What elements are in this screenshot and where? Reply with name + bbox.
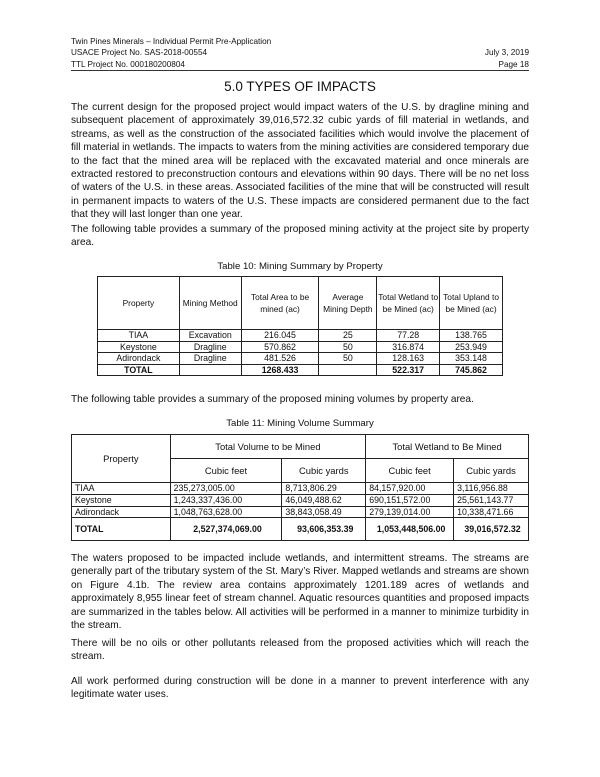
table-cell: 39,016,572.32 xyxy=(454,518,529,541)
table-cell: 522.317 xyxy=(377,364,440,376)
column-group-header: Total Volume to be Mined xyxy=(170,435,366,459)
header-date: July 3, 2019 xyxy=(484,48,529,57)
table-cell: 138.765 xyxy=(440,330,503,342)
table-total-row xyxy=(98,364,503,376)
paragraph-waters-impacted: The waters proposed to be impacted include wetlands, and intermittent streams. The streams are generally part of the tributary system of the St. Mary’s River. Mapped wetlands and streams are shown on Figure 4.1b. The review area contains approximately 1201.189 acres of wetlands and approximately 8,955 linear feet of stream channel. Aquatic resources quantities and proposed impacts are summarized in the tables below. All activities will be performed in a manner to minimize turbidity in the stream. xyxy=(71,553,529,632)
table11-caption: Table 11: Mining Volume Summary xyxy=(226,418,374,429)
table-cell: 745.862 xyxy=(440,364,503,376)
column-header: Total Upland to be Mined (ac) xyxy=(440,277,503,330)
table-cell: 128.163 xyxy=(377,353,440,365)
paragraph-no-pollutants: There will be no oils or other pollutants released from the proposed activities which will reach the stream. xyxy=(71,638,529,663)
table-cell: Adirondack xyxy=(98,353,180,365)
table-cell: TOTAL xyxy=(72,518,171,541)
column-header: Cubic yards xyxy=(282,459,366,483)
section-title: 5.0 TYPES OF IMPACTS xyxy=(224,79,376,94)
table-cell: 10,338,471.66 xyxy=(454,506,529,518)
table-cell: 279,139,014.00 xyxy=(366,506,454,518)
column-header: Cubic feet xyxy=(366,459,454,483)
table-cell: 50 xyxy=(319,353,377,365)
mining-summary-table xyxy=(97,276,503,376)
table-row xyxy=(72,506,529,518)
table-cell: 216.045 xyxy=(241,330,319,342)
table-cell: TIAA xyxy=(98,330,180,342)
header-page-number: Page 18 xyxy=(498,60,529,69)
column-header: Property xyxy=(72,435,171,483)
table-header-row xyxy=(98,277,503,330)
table-cell: 481.526 xyxy=(241,353,319,365)
column-header: Cubic feet xyxy=(170,459,282,483)
column-header: Total Wetland to be Mined (ac) xyxy=(377,277,440,330)
table10-caption: Table 10: Mining Summary by Property xyxy=(217,261,383,272)
table-cell: Keystone xyxy=(72,494,171,506)
table-cell: 253.949 xyxy=(440,341,503,353)
paragraph-table11-intro: The following table provides a summary of the proposed mining volumes by property area. xyxy=(71,394,474,405)
paragraph-water-uses: All work performed during construction will be done in a manner to prevent interference with any legitimate water uses. xyxy=(71,676,529,701)
header-usace-number: USACE Project No. SAS-2018-00554 xyxy=(71,48,208,57)
table-cell: 50 xyxy=(319,341,377,353)
table-cell: 316.874 xyxy=(377,341,440,353)
table-row xyxy=(72,483,529,495)
table-cell: Adirondack xyxy=(72,506,171,518)
paragraph-table10-intro: The following table provides a summary of the proposed mining activity at the project site by property area. xyxy=(71,224,529,249)
table-row xyxy=(98,330,503,342)
table-cell: 25 xyxy=(319,330,377,342)
table-cell: 8,713,806.29 xyxy=(282,483,366,495)
table-cell: Dragline xyxy=(179,353,241,365)
table-cell: 690,151,572.00 xyxy=(366,494,454,506)
table-cell: 1,053,448,506.00 xyxy=(366,518,454,541)
table-cell: 77.28 xyxy=(377,330,440,342)
mining-volume-table xyxy=(71,434,529,541)
table-row xyxy=(72,494,529,506)
table-cell: 353.148 xyxy=(440,353,503,365)
table-row xyxy=(98,353,503,365)
header-ttl-number: TTL Project No. 000180200804 xyxy=(71,60,185,69)
table-cell: TIAA xyxy=(72,483,171,495)
table-cell: 1,243,337,436.00 xyxy=(170,494,282,506)
table-cell: TOTAL xyxy=(98,364,180,376)
table-cell: 38,843,058.49 xyxy=(282,506,366,518)
paragraph-impacts-intro: The current design for the proposed project would impact waters of the U.S. by dragline mining and subsequent placement of approximately 39,016,572.32 cubic yards of fill material in wetlands, and streams, as well as the construction of the associated facilities which would involve the placement of fill material in wetlands. The impacts to waters from the mining activities are considered temporary due to the fact that the mined area will be replaced with the excavated material and once minerals are extracted restored to preconstruction contours and elevations within 90 days. There will be no net loss of waters of the U.S. in these areas. Associated facilities of the mine that will be constructed will result in permanent impacts to waters of the U.S. These impacts are considered permanent due to the fact that they will last longer than one year. xyxy=(71,102,529,221)
table-cell: Dragline xyxy=(179,341,241,353)
column-group-header: Total Wetland to Be Mined xyxy=(366,435,529,459)
table-cell: 235,273,005.00 xyxy=(170,483,282,495)
table-cell xyxy=(319,364,377,376)
table-cell: 3,116,956.88 xyxy=(454,483,529,495)
column-header: Property xyxy=(98,277,180,330)
table-cell: 1,048,763,628.00 xyxy=(170,506,282,518)
table-cell: 2,527,374,069.00 xyxy=(170,518,282,541)
header-project-title: Twin Pines Minerals – Individual Permit Pre-Application xyxy=(71,37,272,46)
table-cell: 93,606,353.39 xyxy=(282,518,366,541)
table-header-row xyxy=(72,435,529,459)
column-header: Cubic yards xyxy=(454,459,529,483)
table-cell: 46,049,488.62 xyxy=(282,494,366,506)
table-cell: 84,157,920.00 xyxy=(366,483,454,495)
table-cell xyxy=(179,364,241,376)
table-cell: 1268.433 xyxy=(241,364,319,376)
table-cell: Keystone xyxy=(98,341,180,353)
table-cell: 25,561,143.77 xyxy=(454,494,529,506)
column-header: Total Area to be mined (ac) xyxy=(241,277,319,330)
page-header xyxy=(71,36,529,71)
table-total-row xyxy=(72,518,529,541)
column-header: Average Mining Depth xyxy=(319,277,377,330)
table-row xyxy=(98,341,503,353)
table-cell: 570.862 xyxy=(241,341,319,353)
table-cell: Excavation xyxy=(179,330,241,342)
column-header: Mining Method xyxy=(179,277,241,330)
